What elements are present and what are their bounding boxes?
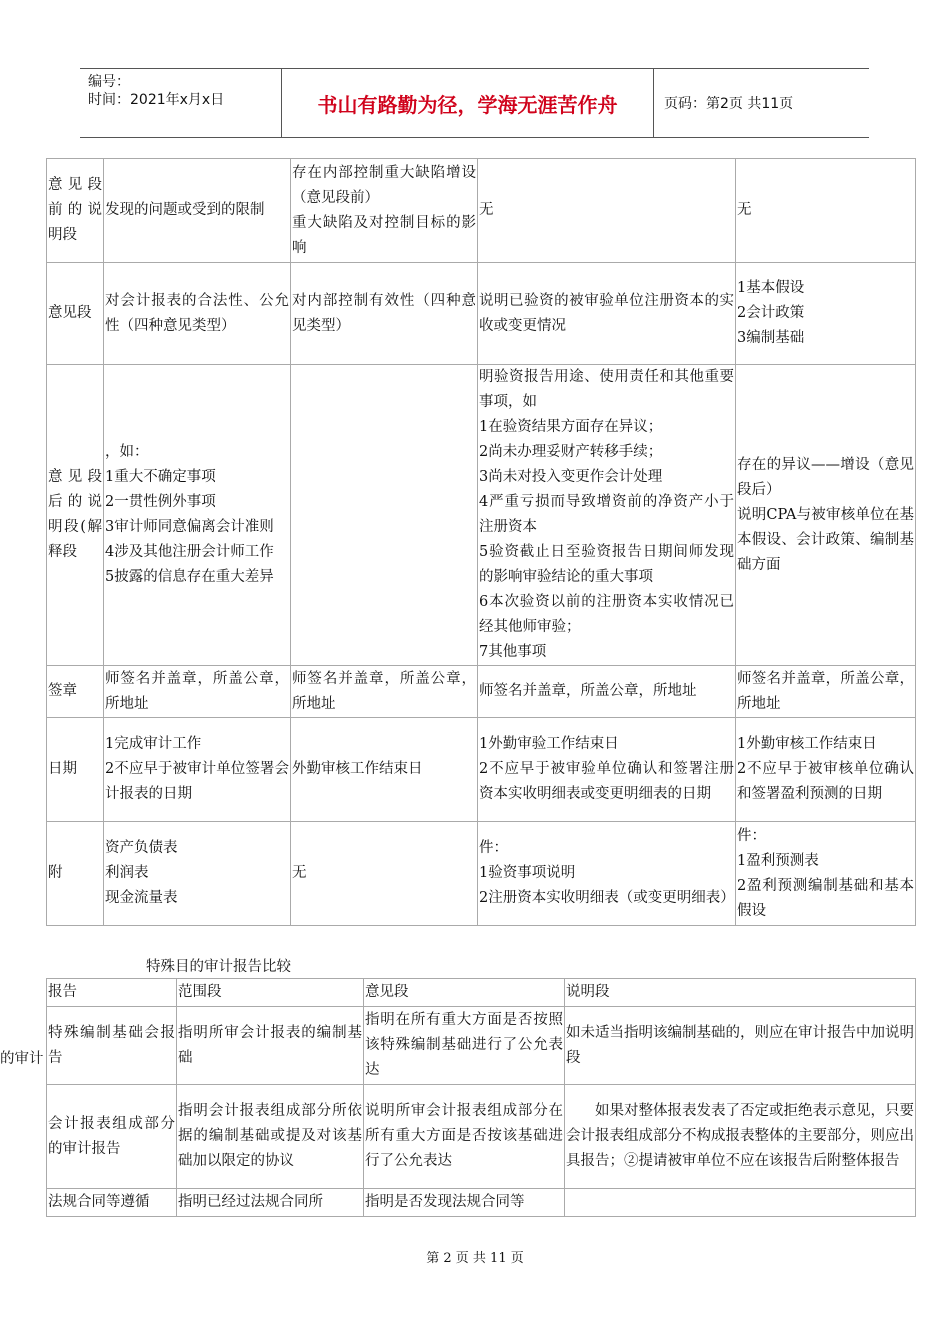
cell-line: 1盈利预测表 bbox=[737, 852, 819, 869]
cell-line: 1重大不确定事项 bbox=[105, 469, 216, 485]
header-page-info: 页码：第2页 共11页 bbox=[664, 96, 794, 112]
cell-line: 对会计报表的合法性、公允性（四种意见类型） bbox=[105, 292, 289, 334]
column-header: 范围段 bbox=[177, 979, 364, 1007]
cell-line: 1验资事项说明 bbox=[479, 865, 576, 881]
cell-line: 师签名并盖章，所盖公章，所地址 bbox=[479, 683, 697, 699]
row-label: 日期 bbox=[47, 718, 104, 822]
cell-line: 现金流量表 bbox=[105, 890, 178, 906]
table-cell bbox=[736, 365, 916, 666]
cell-line: 件： bbox=[737, 827, 766, 844]
table-row bbox=[47, 822, 916, 926]
cell-line: 1外勤审验工作结束日 bbox=[479, 736, 619, 752]
table-row bbox=[47, 159, 916, 263]
table-cell bbox=[565, 1189, 916, 1217]
table-row bbox=[47, 263, 916, 365]
table-cell bbox=[478, 263, 736, 365]
cell-line: 3尚未对投入变更作会计处理 bbox=[479, 469, 663, 485]
table-cell bbox=[291, 666, 478, 718]
table-cell bbox=[291, 263, 478, 365]
table-cell: 说明所审会计报表组成部分在所有重大方面是否按该基础进行了公允表达 bbox=[364, 1085, 565, 1189]
header-meta bbox=[80, 69, 282, 137]
table-cell bbox=[104, 263, 291, 365]
table-cell bbox=[104, 365, 291, 666]
table-row bbox=[47, 1085, 916, 1189]
cell-line: 2不应早于被审计单位签署会计报表的日期 bbox=[105, 761, 289, 802]
table-cell: 如果对整体报表发表了否定或拒绝表示意见，只要会计报表组成部分不构成报表整体的主要部分，则应出具报告；②提请被审单位不应在该报告后附整体报告 bbox=[565, 1085, 916, 1189]
cell-line: 3编制基础 bbox=[737, 330, 805, 346]
cell-line: 4涉及其他注册会计师工作 bbox=[105, 544, 274, 560]
cell-line: 4严重亏损而导致增资前的净资产小于注册资本 bbox=[479, 494, 734, 535]
table-cell bbox=[736, 718, 916, 822]
table-cell: 指明在所有重大方面是否按照该特殊编制基础进行了公允表达 bbox=[364, 1007, 565, 1085]
cell-line: 2不应早于被审验单位确认和签署注册资本实收明细表或变更明细表的日期 bbox=[479, 761, 734, 802]
table-cell bbox=[478, 822, 736, 926]
table-cell: 指明已经过法规合同所 bbox=[177, 1189, 364, 1217]
special-purpose-report-table bbox=[46, 978, 916, 1217]
cell-line: 1完成审计工作 bbox=[105, 736, 202, 752]
table-cell bbox=[291, 365, 478, 666]
table-cell: 指明是否发现法规合同等 bbox=[364, 1189, 565, 1217]
cell-line: 师签名并盖章，所盖公章，所地址 bbox=[105, 670, 289, 712]
cell-line: 2一贯性例外事项 bbox=[105, 494, 216, 510]
column-header: 说明段 bbox=[565, 979, 916, 1007]
cell-line: 2不应早于被审核单位确认和签署盈利预测的日期 bbox=[737, 761, 914, 802]
cell-line: 2会计政策 bbox=[737, 305, 805, 321]
header-row bbox=[47, 979, 916, 1007]
cell-line: 2注册资本实收明细表（或变更明细表） bbox=[479, 890, 735, 906]
cell-line: 5验资截止日至验资报告日期间师发现的影响审验结论的重大事项 bbox=[479, 544, 734, 585]
cell-line: 2尚未办理妥财产转移手续； bbox=[479, 444, 663, 460]
table1-body bbox=[47, 159, 916, 926]
cell-line: 说明CPA与被审核单位在基本假设、会计政策、编制基础方面 bbox=[737, 506, 914, 573]
cell-line: 件： bbox=[479, 840, 508, 856]
cell-line: 重大缺陷及对控制目标的影响 bbox=[292, 214, 476, 256]
cell-line: 无 bbox=[737, 202, 752, 218]
cell-line: 明验资报告用途、使用责任和其他重要事项，如 bbox=[479, 369, 734, 410]
row-label: 意见段前的说明段 bbox=[47, 159, 104, 263]
cell-line: 师签名并盖章，所盖公章，所地址 bbox=[292, 670, 476, 712]
table-cell bbox=[736, 263, 916, 365]
table-row bbox=[47, 1189, 916, 1217]
cell-line: 资产负债表 bbox=[105, 840, 178, 856]
table-row bbox=[47, 365, 916, 666]
page-header bbox=[80, 68, 869, 138]
row-label: 意见段 bbox=[47, 263, 104, 365]
table-cell bbox=[478, 365, 736, 666]
cell-line: 5披露的信息存在重大差异 bbox=[105, 569, 274, 585]
cell-line: 1在验资结果方面存在异议； bbox=[479, 419, 663, 435]
cell-line: 说明已验资的被审验单位注册资本的实收或变更情况 bbox=[479, 292, 734, 334]
cell-line: 存在内部控制重大缺陷增设（意见段前） bbox=[292, 164, 476, 206]
table-cell bbox=[478, 718, 736, 822]
table-cell bbox=[104, 822, 291, 926]
cell-line: 无 bbox=[292, 865, 307, 881]
table2-body bbox=[47, 979, 916, 1217]
table-cell bbox=[291, 822, 478, 926]
cell-line: 7其他事项 bbox=[479, 644, 547, 660]
row-label: 附 bbox=[47, 822, 104, 926]
cell-line: 1基本假设 bbox=[737, 280, 805, 296]
table-cell bbox=[291, 159, 478, 263]
header-motto: 书山有路勤为径，学海无涯苦作舟 bbox=[282, 69, 654, 137]
table-cell: 指明会计报表组成部分所依据的编制基础或提及对该基础加以限定的协议 bbox=[177, 1085, 364, 1189]
doc-number: 编号： bbox=[88, 74, 130, 90]
cell-line: 发现的问题或受到的限制 bbox=[105, 202, 265, 218]
table-cell bbox=[104, 159, 291, 263]
row-label: 意见段后的说明段(解释段 bbox=[47, 365, 104, 666]
audit-report-comparison-table bbox=[46, 158, 916, 926]
cell-line: 外勤审核工作结束日 bbox=[292, 761, 423, 777]
table-cell: 法规合同等遵循 bbox=[47, 1189, 177, 1217]
cell-line: 利润表 bbox=[105, 865, 149, 881]
cell-line: 1外勤审核工作结束日 bbox=[737, 736, 877, 752]
cell-line: 对内部控制有效性（四种意见类型） bbox=[292, 292, 476, 334]
table-cell: 指明所审会计报表的编制基础 bbox=[177, 1007, 364, 1085]
table-cell: 会计报表组成部分的审计报告 bbox=[47, 1085, 177, 1189]
table-row bbox=[47, 1007, 916, 1085]
table-cell bbox=[291, 718, 478, 822]
table-cell bbox=[478, 666, 736, 718]
table-row bbox=[47, 718, 916, 822]
column-header: 报告 bbox=[47, 979, 177, 1007]
table-cell bbox=[736, 822, 916, 926]
doc-date: 时间：2021年x月x日 bbox=[88, 92, 225, 108]
page-footer: 第 2 页 共 11 页 bbox=[426, 1251, 524, 1266]
table2-side-text: 的审计 bbox=[0, 1051, 44, 1067]
table-cell bbox=[104, 666, 291, 718]
cell-line: 6本次验资以前的注册资本实收情况已经其他师审验； bbox=[479, 594, 734, 635]
cell-line: 存在的异议——增设（意见段后） bbox=[737, 456, 914, 498]
table-cell bbox=[478, 159, 736, 263]
cell-line: ，如： bbox=[105, 444, 149, 460]
table-cell: 特殊编制基础会报告 bbox=[47, 1007, 177, 1085]
row-label: 签章 bbox=[47, 666, 104, 718]
table-cell: 如未适当指明该编制基础的，则应在审计报告中加说明段 bbox=[565, 1007, 916, 1085]
table-cell bbox=[736, 159, 916, 263]
column-header: 意见段 bbox=[364, 979, 565, 1007]
table2-caption: 特殊目的审计报告比较 bbox=[146, 959, 291, 975]
table-row bbox=[47, 666, 916, 718]
table-cell bbox=[104, 718, 291, 822]
cell-line: 师签名并盖章，所盖公章，所地址 bbox=[737, 670, 914, 712]
table-cell bbox=[736, 666, 916, 718]
cell-line: 2盈利预测编制基础和基本假设 bbox=[737, 877, 914, 919]
cell-line: 无 bbox=[479, 202, 494, 218]
cell-line: 3审计师同意偏离会计准则 bbox=[105, 519, 274, 535]
